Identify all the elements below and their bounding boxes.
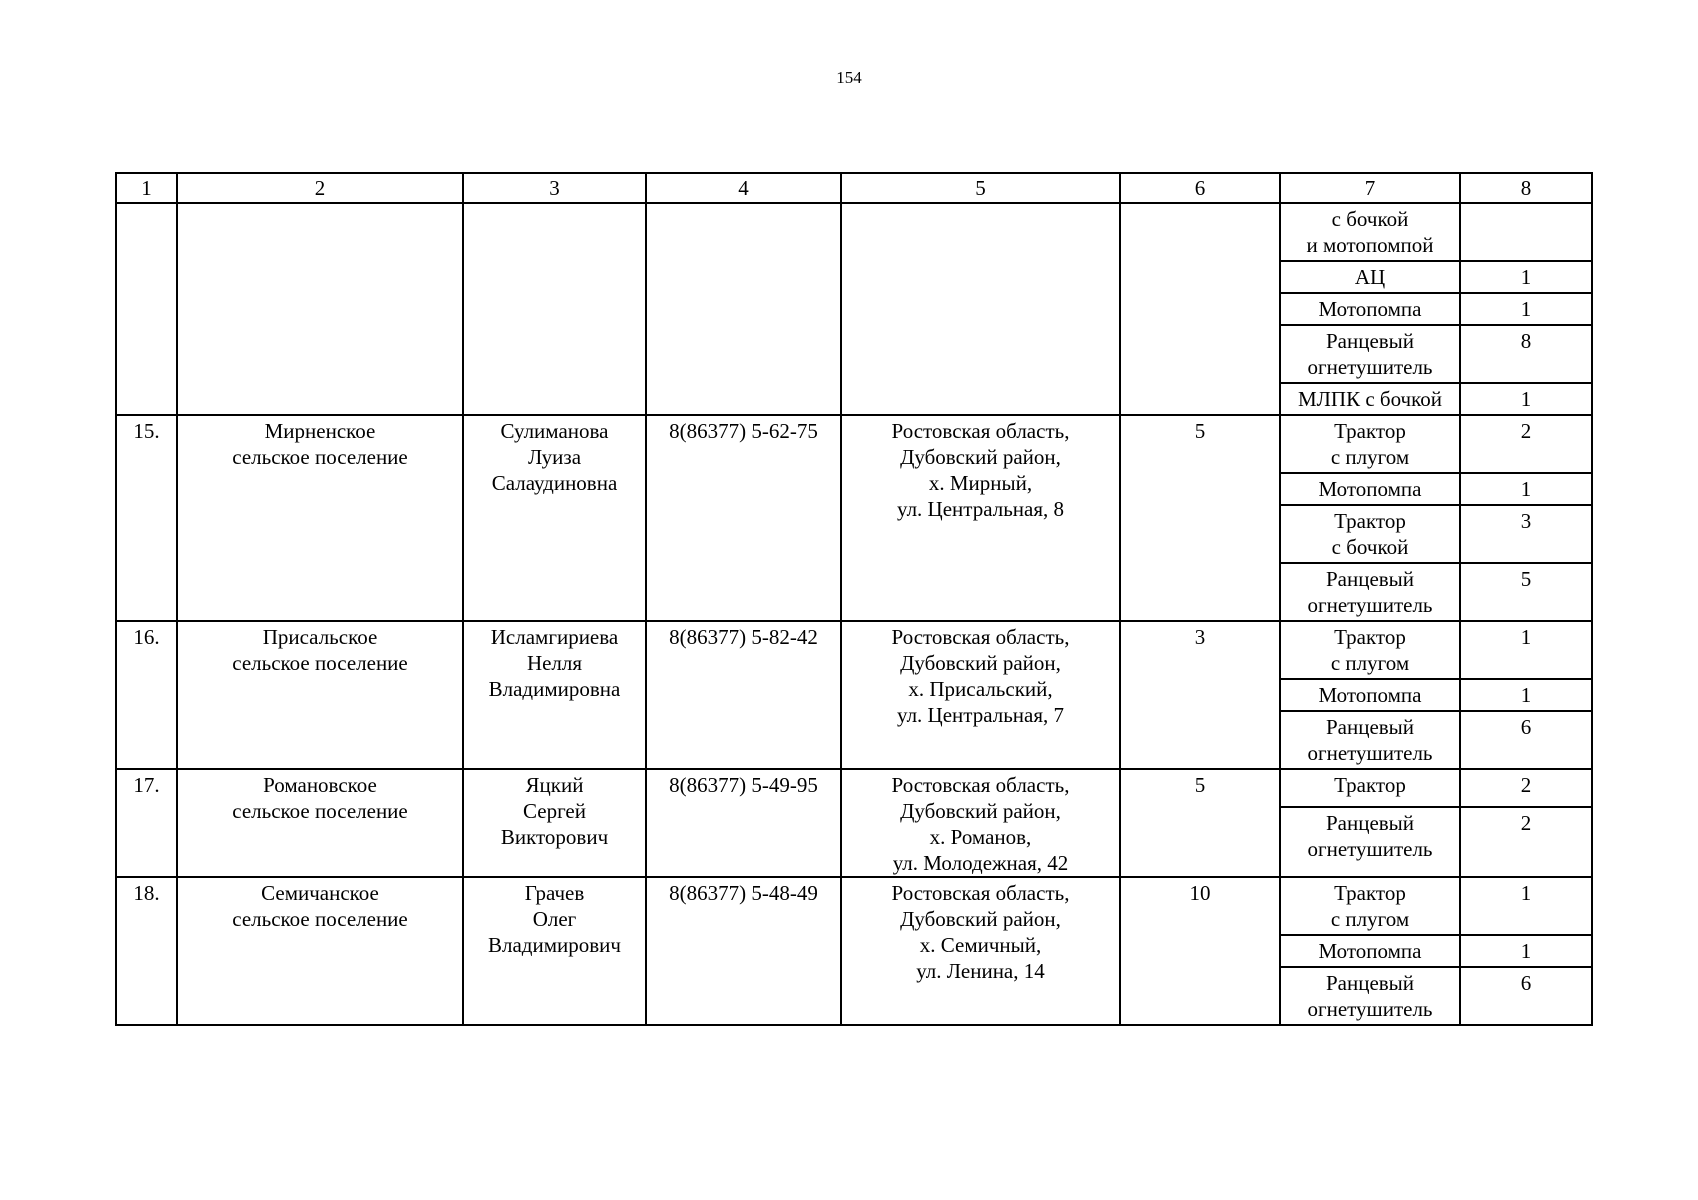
equipment-cell — [1280, 261, 1460, 293]
equipment-cell — [1280, 807, 1460, 877]
phone-cell: 8(86377) 5-48-49 — [646, 877, 841, 1025]
equipment-cell-line: Ранцевый — [1325, 811, 1415, 836]
count-cell — [1120, 203, 1280, 415]
qty-cell: 1 — [1460, 293, 1592, 325]
equipment-cell — [1280, 563, 1460, 621]
qty-cell: 5 — [1460, 563, 1592, 621]
address-cell-line: Ростовская область, — [891, 419, 1070, 443]
qty-cell: 1 — [1460, 877, 1592, 935]
equipment-cell — [1280, 505, 1460, 563]
table-row — [116, 877, 1592, 935]
qty-cell: 1 — [1460, 621, 1592, 679]
address-cell-line: Дубовский район, — [900, 651, 1061, 675]
equipment-cell — [1280, 769, 1460, 807]
address-cell-line: Ростовская область, — [891, 625, 1070, 649]
head-cell-line: Олег — [532, 907, 577, 931]
equipment-cell-line: МЛПК с бочкой — [1298, 387, 1442, 411]
phone-cell — [646, 203, 841, 415]
equipment-cell-line: Трактор — [1334, 419, 1406, 443]
address-cell — [841, 203, 1120, 415]
head-cell-line: Салаудиновна — [491, 471, 618, 495]
equipment-cell-line: огнетушитель — [1307, 741, 1433, 765]
header-cell: 6 — [1120, 173, 1280, 203]
settlement-cell-line: Присальское — [262, 625, 378, 649]
table-row — [116, 415, 1592, 473]
table-body — [116, 173, 1592, 1025]
equipment-cell — [1280, 935, 1460, 967]
settlement-cell — [177, 877, 463, 1025]
settlement-cell — [177, 415, 463, 621]
head-cell-line: Грачев — [524, 881, 585, 905]
qty-cell: 2 — [1460, 807, 1592, 877]
phone-cell: 8(86377) 5-62-75 — [646, 415, 841, 621]
address-cell-line: х. Присальский, — [908, 677, 1053, 701]
header-cell: 2 — [177, 173, 463, 203]
equipment-cell-line: с бочкой — [1331, 535, 1409, 559]
num-cell: 15. — [116, 415, 177, 621]
equipment-cell — [1280, 711, 1460, 769]
count-cell: 10 — [1120, 877, 1280, 1025]
equipment-cell-line: и мотопомпой — [1306, 233, 1434, 257]
head-cell-line: Яцкий — [525, 773, 584, 797]
qty-cell: 1 — [1460, 261, 1592, 293]
header-row — [116, 173, 1592, 203]
equipment-cell — [1280, 877, 1460, 935]
num-cell: 17. — [116, 769, 177, 877]
head-cell-line: Владимировна — [488, 677, 621, 701]
head-cell — [463, 415, 646, 621]
qty-cell: 2 — [1460, 415, 1592, 473]
equipment-cell-line: Мотопомпа — [1318, 939, 1422, 963]
settlement-cell-line: сельское поселение — [232, 445, 408, 469]
table-row — [116, 769, 1592, 807]
phone-cell: 8(86377) 5-82-42 — [646, 621, 841, 769]
head-cell-line: Исламгириева — [490, 625, 619, 649]
page-number: 154 — [836, 68, 862, 87]
equipment-cell-line: Трактор — [1334, 773, 1406, 797]
equipment-cell-line: Трактор — [1334, 625, 1406, 649]
count-cell: 5 — [1120, 415, 1280, 621]
equipment-cell-line: с плугом — [1330, 651, 1410, 675]
head-cell-line: Нелля — [526, 651, 583, 675]
head-cell-line: Сергей — [523, 799, 586, 823]
address-cell — [841, 877, 1120, 1025]
qty-cell: 2 — [1460, 769, 1592, 807]
equipment-cell — [1280, 383, 1460, 415]
settlement-cell-line: сельское поселение — [232, 799, 408, 823]
settlement-cell-line: Романовское — [263, 773, 377, 797]
table-row — [116, 621, 1592, 679]
address-cell-line: Ростовская область, — [891, 881, 1070, 905]
address-cell-line: ул. Молодежная, 42 — [892, 851, 1069, 875]
equipment-cell-line: Трактор — [1334, 509, 1406, 533]
header-cell: 4 — [646, 173, 841, 203]
equipment-cell-line: огнетушитель — [1307, 593, 1433, 617]
head-cell-line: Луиза — [527, 445, 582, 469]
qty-cell: 1 — [1460, 383, 1592, 415]
header-cell: 5 — [841, 173, 1120, 203]
equipment-cell-line: с бочкой — [1331, 207, 1409, 231]
address-cell-line: х. Семичный, — [919, 933, 1042, 957]
settlement-cell — [177, 621, 463, 769]
head-cell-line: Владимирович — [488, 933, 621, 957]
equipment-cell-line: огнетушитель — [1307, 997, 1433, 1021]
num-cell: 16. — [116, 621, 177, 769]
address-cell-line: Дубовский район, — [900, 799, 1061, 823]
equipment-cell-line: Мотопомпа — [1318, 477, 1422, 501]
address-cell — [841, 621, 1120, 769]
settlement-cell — [177, 203, 463, 415]
qty-cell — [1460, 203, 1592, 261]
address-cell-line: х. Романов, — [929, 825, 1032, 849]
head-cell-line: Сулиманова — [500, 419, 609, 443]
qty-cell: 8 — [1460, 325, 1592, 383]
equipment-cell — [1280, 473, 1460, 505]
header-cell: 7 — [1280, 173, 1460, 203]
equipment-cell-line: огнетушитель — [1307, 837, 1433, 862]
head-cell-line: Викторович — [500, 825, 609, 849]
equipment-cell — [1280, 967, 1460, 1025]
qty-cell: 1 — [1460, 679, 1592, 711]
equipment-cell-line: Ранцевый — [1325, 329, 1415, 353]
equipment-cell — [1280, 293, 1460, 325]
address-cell-line: Дубовский район, — [900, 907, 1061, 931]
qty-cell: 1 — [1460, 473, 1592, 505]
equipment-cell-line: Ранцевый — [1325, 715, 1415, 739]
equipment-cell-line: с плугом — [1330, 445, 1410, 469]
header-cell: 3 — [463, 173, 646, 203]
address-cell-line: ул. Центральная, 8 — [897, 497, 1064, 521]
header-cell: 1 — [116, 173, 177, 203]
equipment-cell — [1280, 679, 1460, 711]
settlement-cell-line: сельское поселение — [232, 907, 408, 931]
equipment-cell-line: Ранцевый — [1325, 567, 1415, 591]
table-row — [116, 203, 1592, 261]
settlement-cell-line: Мирненское — [264, 419, 376, 443]
equipment-cell-line: Мотопомпа — [1318, 683, 1422, 707]
settlement-cell-line: сельское поселение — [232, 651, 408, 675]
num-cell: 18. — [116, 877, 177, 1025]
address-cell-line: ул. Ленина, 14 — [916, 959, 1045, 983]
settlements-table — [115, 172, 1593, 1026]
head-cell — [463, 621, 646, 769]
head-cell — [463, 203, 646, 415]
address-cell-line: х. Мирный, — [928, 471, 1033, 495]
equipment-cell — [1280, 325, 1460, 383]
equipment-cell-line: Мотопомпа — [1318, 297, 1422, 321]
qty-cell: 3 — [1460, 505, 1592, 563]
settlement-cell-line: Семичанское — [261, 881, 379, 905]
address-cell-line: ул. Центральная, 7 — [897, 703, 1064, 727]
qty-cell: 6 — [1460, 967, 1592, 1025]
phone-cell: 8(86377) 5-49-95 — [646, 769, 841, 877]
num-cell — [116, 203, 177, 415]
settlement-cell — [177, 769, 463, 877]
count-cell: 5 — [1120, 769, 1280, 877]
equipment-cell — [1280, 621, 1460, 679]
count-cell: 3 — [1120, 621, 1280, 769]
qty-cell: 6 — [1460, 711, 1592, 769]
equipment-cell-line: АЦ — [1354, 265, 1386, 289]
qty-cell: 1 — [1460, 935, 1592, 967]
head-cell — [463, 769, 646, 877]
equipment-cell-line: Ранцевый — [1325, 971, 1415, 995]
address-cell-line: Ростовская область, — [891, 773, 1070, 797]
equipment-cell — [1280, 203, 1460, 261]
equipment-cell-line: Трактор — [1334, 881, 1406, 905]
header-cell: 8 — [1460, 173, 1592, 203]
equipment-cell — [1280, 415, 1460, 473]
address-cell-line: Дубовский район, — [900, 445, 1061, 469]
address-cell — [841, 415, 1120, 621]
address-cell — [841, 769, 1120, 877]
equipment-cell-line: с плугом — [1330, 907, 1410, 931]
head-cell — [463, 877, 646, 1025]
equipment-cell-line: огнетушитель — [1307, 355, 1433, 379]
